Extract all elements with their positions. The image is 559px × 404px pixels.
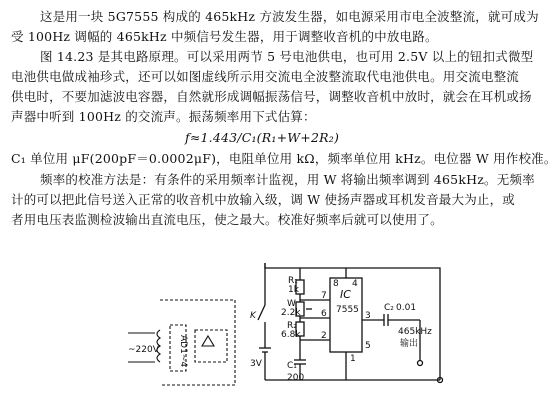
r1-value: 1k — [288, 285, 299, 295]
rectifier-label: AD1~4 — [178, 335, 188, 368]
mains-label: ~220V — [128, 345, 159, 355]
output-terminal-top — [418, 361, 423, 366]
output-freq-label: 465kHz — [398, 327, 432, 337]
para1-line1: 这是用一块 5G7555 构成的 465kHz 方波发生器，如电源采用市电全波整流，就可成为 — [40, 9, 539, 24]
ic-label: IC — [340, 288, 351, 301]
pin-2: 2 — [321, 331, 327, 341]
r2-value: 6.8k — [281, 330, 301, 340]
pin-3: 3 — [365, 311, 371, 321]
output-label: 输出 — [400, 339, 419, 349]
para2-line4: 声器中听到 100Hz 的交流声。振荡频率用下式估算： — [11, 109, 316, 124]
pin-7: 7 — [321, 291, 327, 301]
c2-label: C₂ — [384, 303, 394, 313]
para1-line2: 受 100Hz 调幅的 465kHz 中频信号发生器，用于调整收音机的中放电路。 — [11, 29, 438, 44]
units-note: C₁ 单位用 μF(200pF＝0.0002μF)，电阻单位用 kΩ，频率单位用 kHz。电位器 W 用作校准。 — [11, 151, 557, 166]
diode-icon — [202, 336, 214, 346]
pin-5: 5 — [365, 341, 371, 351]
frequency-formula: f≈1.443/C₁(R₁+W+2R₂) — [185, 130, 340, 145]
pin-1: 1 — [350, 354, 356, 364]
c1-label: C₁ — [287, 361, 297, 371]
para2-line2: 电池供电做成袖珍式，还可以如图虚线所示用交流电全波整流取代电池供电。用交流电整流 — [11, 69, 520, 84]
c1-value: 200 — [287, 373, 305, 383]
switch-blade — [258, 305, 265, 320]
battery-label: 3V — [250, 359, 262, 369]
c2-value: 0.01 — [396, 303, 417, 313]
ac-supply-dashed-wire — [160, 300, 235, 385]
para3-line2: 计的可以把此信号送入正常的收音机中放输入级，调 W 使扬声器或耳机发音最大为止，或 — [11, 192, 515, 207]
w-value: 2.2k — [281, 308, 301, 318]
pin-4: 4 — [352, 279, 358, 289]
para3-line3: 者用电压表监测检波输出直流电压，使之最大。校准好频率后就可以使用了。 — [11, 212, 443, 227]
pin-6: 6 — [321, 309, 327, 319]
para2-line3: 供电时，不要加滤波电容器，自然就形成调幅振荡信号，调整收音机中放时，就会在耳机或扬 — [11, 89, 532, 104]
r1-label: R₁ — [288, 276, 298, 286]
switch-label: K — [250, 311, 256, 321]
r2-label: R₂ — [287, 321, 297, 331]
w-label: W — [287, 299, 296, 309]
pin-8: 8 — [333, 279, 339, 289]
para3-line1: 频率的校准方法是：有条件的采用频率计监视，用 W 将输出频率调到 465kHz。无频率 — [40, 172, 535, 187]
ic-part: 7555 — [336, 305, 359, 315]
para2-line1: 图 14.23 是其电路原理。可以采用两节 5 号电池供电，也可用 2.5V 以上的钮扣式微型 — [40, 49, 534, 64]
